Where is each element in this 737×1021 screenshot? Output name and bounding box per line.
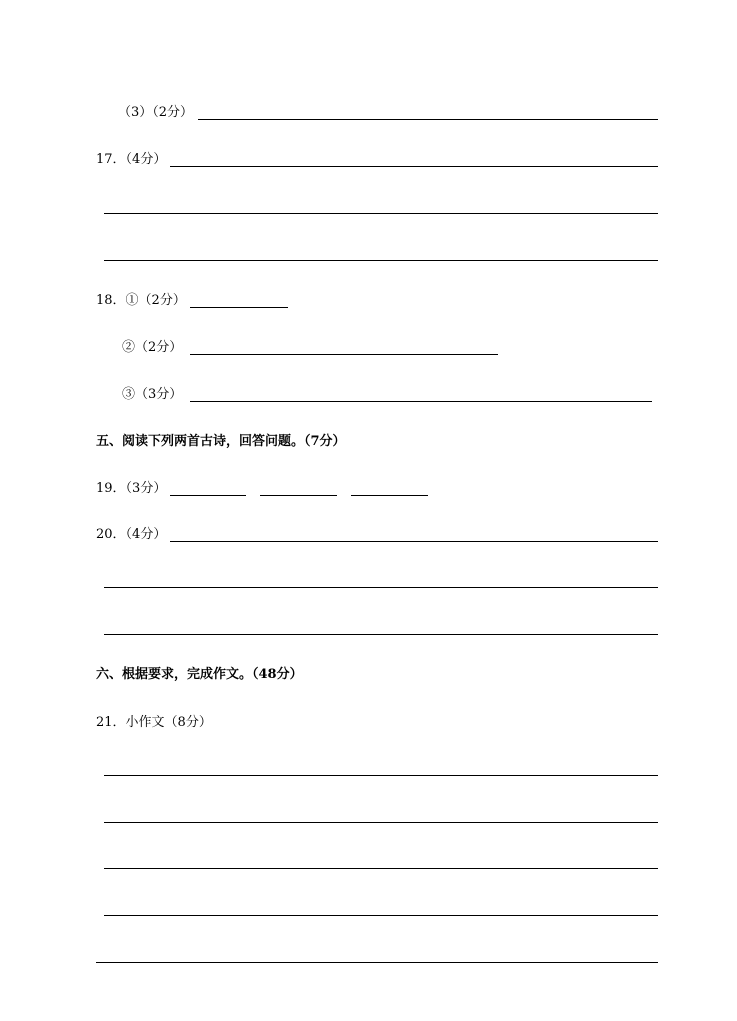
answer-line[interactable]: [104, 213, 658, 214]
answer-line[interactable]: [104, 822, 658, 823]
section6-title: 六、根据要求，完成作文。（48分）: [96, 667, 303, 682]
answer-line[interactable]: [351, 495, 428, 496]
answer-line[interactable]: [170, 166, 658, 167]
answer-line[interactable]: [190, 307, 288, 308]
q17-label: 17．（4分）: [96, 152, 167, 167]
answer-line[interactable]: [104, 260, 658, 261]
q19-label: 19．（3分）: [96, 481, 167, 496]
answer-line[interactable]: [104, 868, 658, 869]
answer-line[interactable]: [104, 587, 658, 588]
answer-line[interactable]: [104, 775, 658, 776]
q21-label: 21．小作文（8分）: [96, 715, 212, 730]
answer-line[interactable]: [104, 634, 658, 635]
answer-line[interactable]: [170, 541, 658, 542]
section5-title: 五、阅读下列两首古诗，回答问题。（7分）: [96, 434, 346, 449]
answer-line[interactable]: [170, 495, 246, 496]
q18-sub3-label: ③（3分）: [122, 387, 183, 402]
answer-line[interactable]: [190, 401, 652, 402]
q20-label: 20．（4分）: [96, 527, 167, 542]
answer-line[interactable]: [104, 915, 658, 916]
q18-label: 18．①（2分）: [96, 293, 186, 308]
q18-sub2-label: ②（2分）: [122, 340, 183, 355]
answer-line[interactable]: [96, 962, 658, 963]
answer-line[interactable]: [198, 119, 658, 120]
q16-part3-label: （3）（2分）: [118, 105, 194, 120]
answer-line[interactable]: [260, 495, 337, 496]
answer-line[interactable]: [190, 354, 498, 355]
